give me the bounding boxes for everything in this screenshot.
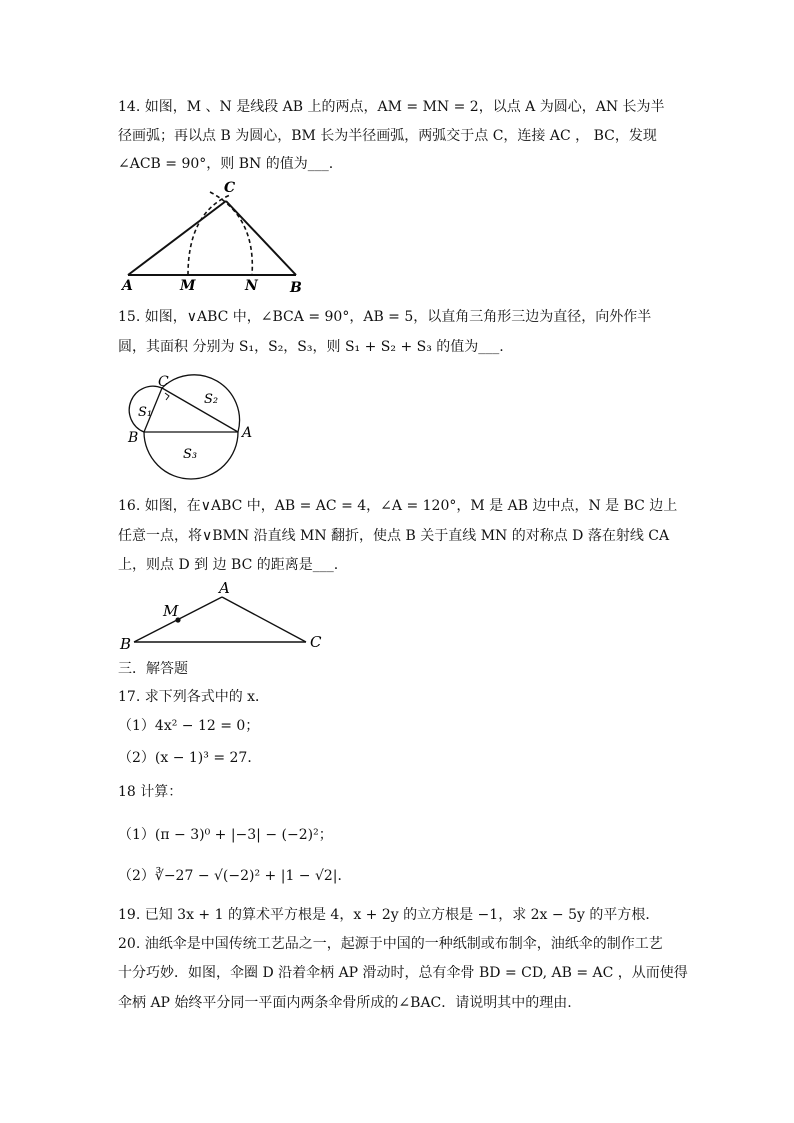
q15-semicircle-s2	[162, 375, 240, 432]
q14-arc-b	[188, 195, 230, 275]
q20-line-2: 十分巧妙．如图，伞圈 D 沿着伞柄 AP 滑动时，总有伞骨 BD = CD, AB = AC ，从而使得	[118, 965, 688, 981]
q14-label-m: M	[180, 278, 196, 294]
q15-label-c: C	[158, 374, 169, 390]
q15-label-s3: S₃	[183, 447, 198, 462]
q14-line-2: 径画弧；再以点 B 为圆心，BM 长为半径画弧，两弧交于点 C，连接 AC ， BC，发现	[118, 128, 657, 144]
q17-title: 17. 求下列各式中的 x．	[118, 689, 270, 705]
q15-label-b: B	[128, 430, 139, 446]
q15-label-a: A	[242, 425, 253, 441]
q16-line-1: 16. 如图，在∨ABC 中，AB = AC = 4，∠A = 120°，M 是 AB 边中点，N 是 BC 边上	[118, 498, 678, 514]
q14-segment-bc	[226, 201, 296, 275]
q15-label-s2: S₂	[204, 392, 219, 407]
q16-line-2: 任意一点，将∨BMN 沿直线 MN 翻折，使点 B 关于直线 MN 的对称点 D 落在射线 CA	[118, 528, 670, 544]
q17-item-1: （1）4x² − 12 = 0；	[118, 718, 260, 734]
q15-right-angle-mark	[165, 393, 169, 400]
q14-line-1: 14. 如图，M 、N 是线段 AB 上的两点，AM = MN = 2，以点 A 为圆心，AN 长为半	[118, 99, 665, 115]
q20-line-3: 伞柄 AP 始终平分同一平面内两条伞骨所成的∠BAC．请说明其中的理由.	[118, 995, 572, 1011]
q16-label-a: A	[219, 579, 230, 597]
q16-label-c: C	[310, 633, 322, 651]
q14-segment-ac	[128, 201, 226, 275]
q15-line-2: 圆，其面积 分别为 S₁，S₂，S₃，则 S₁ + S₂ + S₃ 的值为___.	[118, 339, 504, 355]
q14-label-n: N	[245, 278, 258, 294]
q19-text: 19. 已知 3x + 1 的算术平方根是 4，x + 2y 的立方根是 −1，求 2x − 5y 的平方根．	[118, 907, 660, 923]
q16-figure	[118, 578, 333, 654]
q14-label-b: B	[290, 280, 302, 296]
q18-title: 18 计算：	[118, 784, 183, 800]
q14-line-3: ∠ACB = 90°，则 BN 的值为___.	[118, 156, 334, 172]
q14-label-c: C	[224, 180, 236, 196]
section-heading: 三．解答题	[118, 661, 188, 677]
q20-line-1: 20. 油纸伞是中国传统工艺品之一，起源于中国的一种纸制或布制伞，油纸伞的制作工艺	[118, 936, 663, 952]
q14-figure	[118, 178, 308, 298]
q14-label-a: A	[122, 278, 133, 294]
q18-item-1: （1）(π − 3)⁰ + |−3| − (−2)²；	[118, 827, 333, 843]
q14-arc-a	[210, 192, 252, 275]
q17-item-2: （2）(x − 1)³ = 27．	[118, 750, 262, 766]
q18-item-2: （2）∛−27 − √(−2)² + |1 − √2|．	[118, 868, 352, 884]
q16-line-3: 上，则点 D 到 边 BC 的距离是___.	[118, 557, 339, 573]
q15-figure	[118, 372, 268, 487]
q16-segment-ac	[222, 597, 306, 642]
q15-line-1: 15. 如图，∨ABC 中，∠BCA = 90°，AB = 5，以直角三角形三边为直径，向外作半	[118, 309, 652, 325]
q15-label-s1: S₁	[138, 405, 153, 420]
q15-segment-ca	[162, 388, 238, 432]
q16-label-b: B	[120, 635, 132, 653]
q16-label-m: M	[163, 602, 179, 620]
